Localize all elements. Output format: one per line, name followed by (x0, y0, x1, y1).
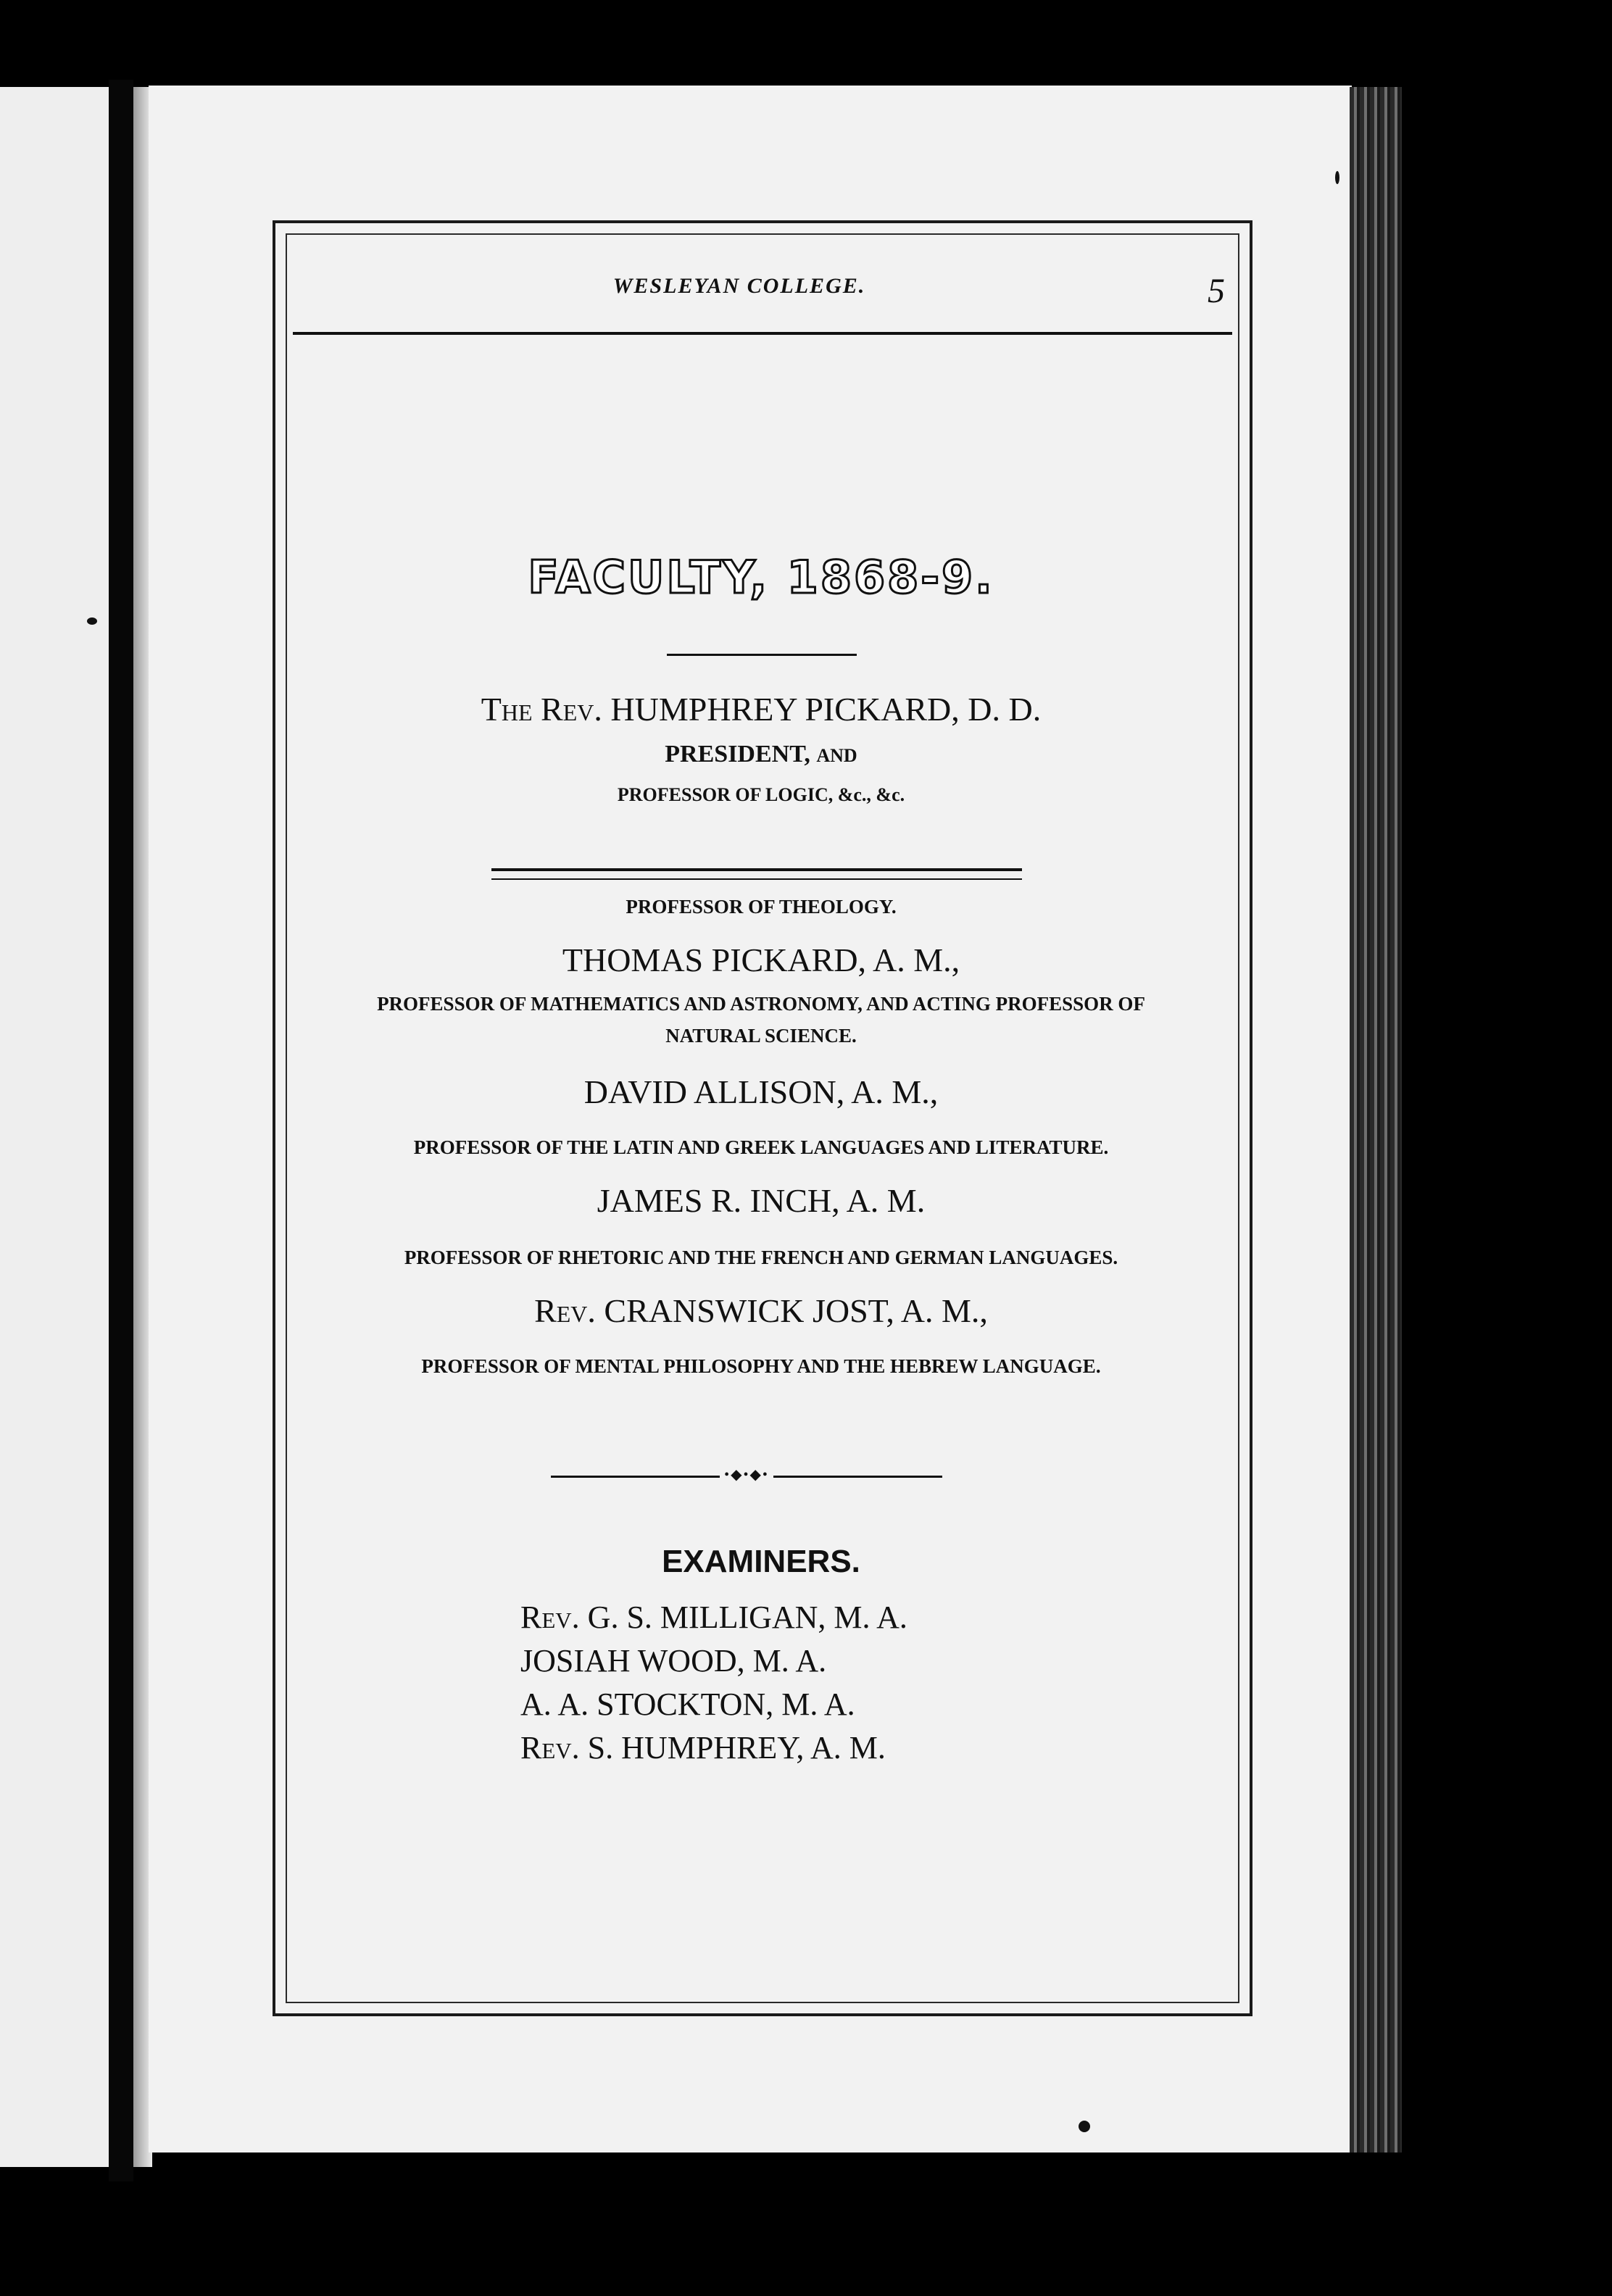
running-header (290, 271, 1232, 315)
examiner-name: S. HUMPHREY, A. M. (587, 1730, 886, 1765)
book-gutter (109, 80, 133, 2181)
page-content (290, 239, 1232, 1993)
faculty-desc: PROFESSOR OF MATHEMATICS AND ASTRONOMY, AND ACTING PROFESSOR OF (377, 993, 1145, 1015)
faculty-name-prefix: Rev. (534, 1292, 596, 1329)
president-role-suffix: AND (816, 745, 857, 766)
examiners-title: EXAMINERS. (662, 1544, 860, 1579)
president-name-prefix: The Rev. (481, 691, 602, 728)
ink-speck (87, 617, 97, 625)
president-name-line (290, 690, 1232, 728)
faculty-name: THOMAS PICKARD, A. M., (562, 941, 960, 978)
ink-speck (1335, 171, 1339, 184)
page-stack-edge (1350, 87, 1402, 2152)
president-role-detail: PROFESSOR OF LOGIC, &c., &c. (617, 784, 905, 805)
faculty-desc-continued: NATURAL SCIENCE. (665, 1025, 857, 1047)
running-title: WESLEYAN COLLEGE. (612, 274, 866, 298)
examiner-name: G. S. MILLIGAN, M. A. (587, 1600, 907, 1635)
title-rule (667, 654, 857, 656)
examiner-line (520, 1599, 907, 1636)
faculty-desc: PROFESSOR OF MENTAL PHILOSOPHY AND THE HEBREW LANGUAGE. (421, 1355, 1101, 1377)
examiner-prefix: Rev. (520, 1600, 580, 1635)
examiner-line (520, 1729, 886, 1766)
faculty-desc: PROFESSOR OF THEOLOGY. (626, 896, 897, 918)
examiner-name: JOSIAH WOOD, M. A. (520, 1643, 827, 1679)
ornamental-divider: •◆•◆• (551, 1470, 942, 1484)
page-title: FACULTY, 1868-9. (528, 551, 994, 604)
examiner-line (520, 1642, 826, 1679)
examiner-prefix: Rev. (520, 1730, 580, 1765)
examiner-name: A. A. STOCKTON, M. A. (520, 1686, 855, 1722)
president-role-line (290, 741, 1232, 768)
page-number: 5 (1208, 272, 1225, 310)
faculty-name: CRANSWICK JOST, A. M., (604, 1292, 988, 1329)
faculty-name: JAMES R. INCH, A. M. (597, 1182, 926, 1219)
section-double-rule (491, 868, 1022, 880)
examiner-line (520, 1686, 855, 1723)
faculty-desc: PROFESSOR OF THE LATIN AND GREEK LANGUAGES AND LITERATURE. (413, 1136, 1109, 1158)
president-role: PRESIDENT, (665, 741, 810, 768)
faculty-desc: PROFESSOR OF RHETORIC AND THE FRENCH AND GERMAN LANGUAGES. (404, 1247, 1118, 1268)
faculty-name: DAVID ALLISON, A. M., (583, 1073, 939, 1110)
header-rule (293, 332, 1232, 335)
previous-page-edge (0, 87, 109, 2167)
president-name: HUMPHREY PICKARD, D. D. (610, 691, 1042, 728)
faculty-name-line (290, 1292, 1232, 1330)
ink-speck (1079, 2121, 1090, 2132)
